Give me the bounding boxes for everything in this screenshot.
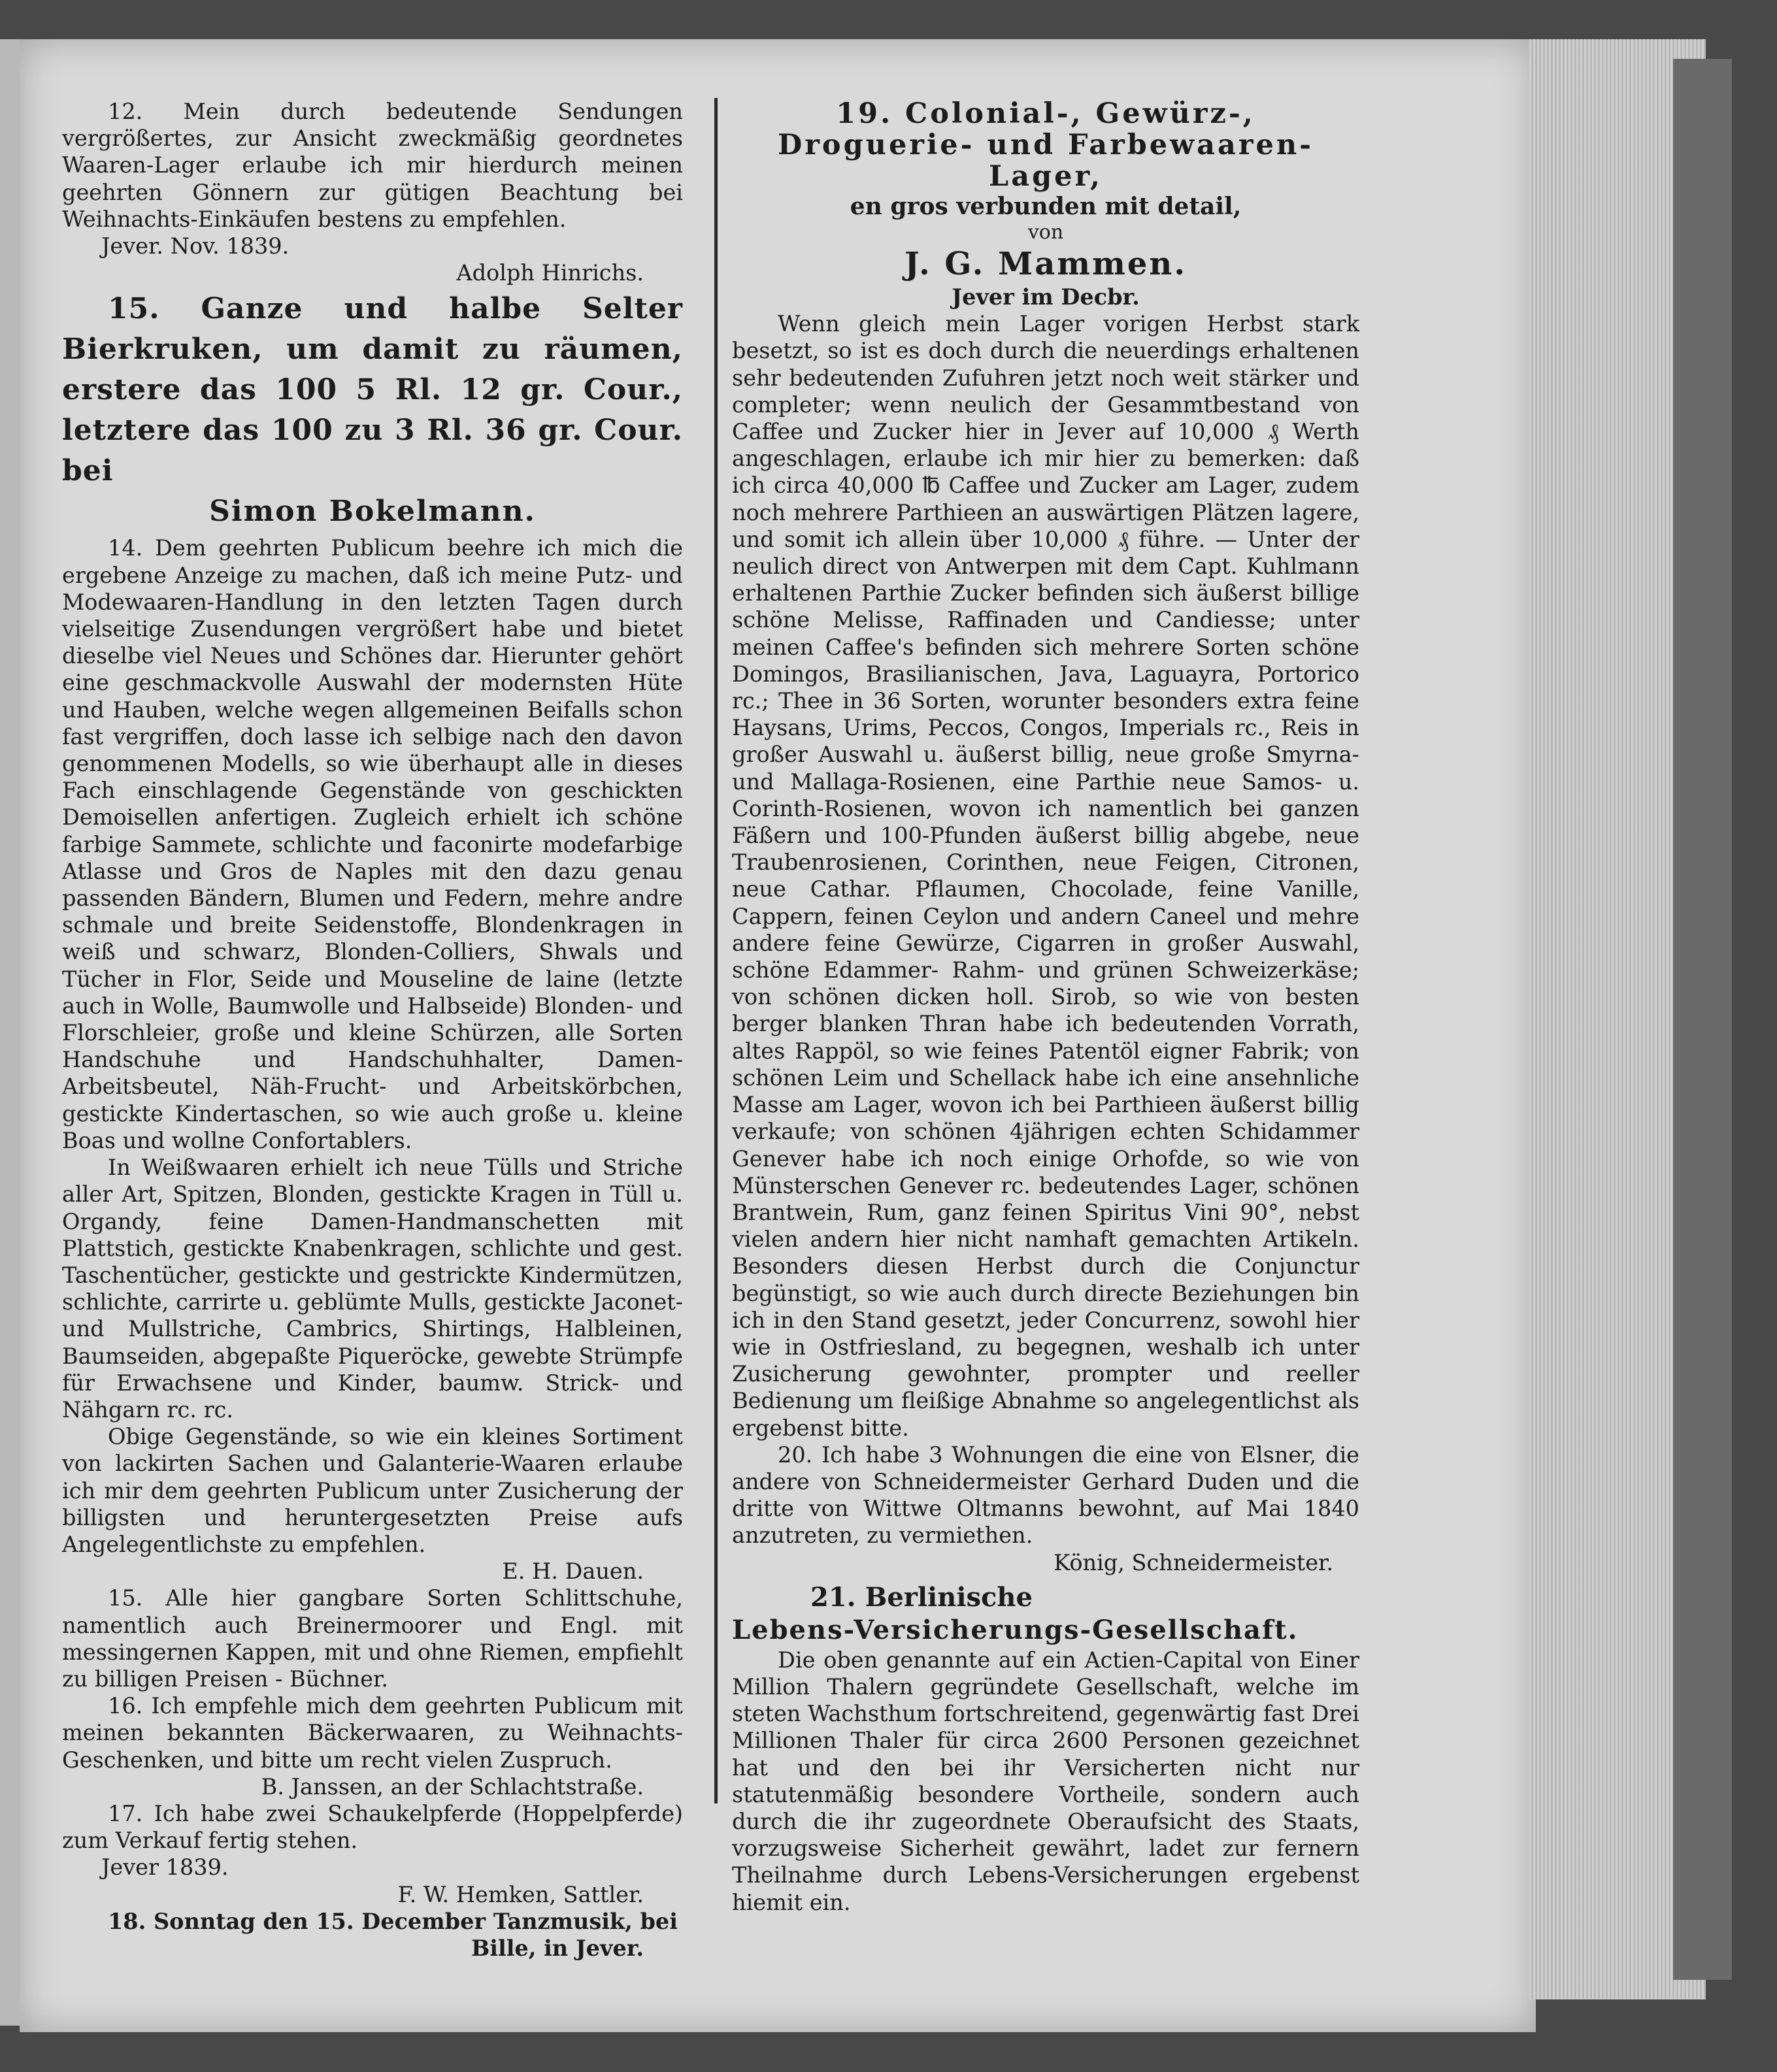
notice-18-text: 18. Sonntag den 15. December Tanzmusik, bei xyxy=(108,1908,678,1934)
left-column xyxy=(62,98,683,1962)
notice-21-company-name: Lebens-Versicherungs-Gesellschaft. xyxy=(732,1614,1299,1645)
notice-19-subheading: en gros verbunden mit detail, xyxy=(850,193,1242,220)
notice-15-selter-signature: Simon Bokelmann. xyxy=(209,495,536,529)
notice-21-heading: 21. Berlinische xyxy=(810,1581,1033,1613)
book-cover-edge xyxy=(1673,59,1732,1980)
notice-12-text: 12. Mein durch bedeutende Sendungen vergrößertes, zur Ansicht zweckmäßig geordnetes Waaren-Lager erlaube ich mir hierdurch meinen geehrten Gönnern zur gütigen Beachtung bei Weihnachts-Einkäufen bestens zu empfehlen. xyxy=(62,99,683,232)
notice-19-date: Jever im Decbr. xyxy=(952,284,1140,310)
notice-17-date: Jever 1839. xyxy=(101,1854,229,1881)
notice-19-text: Wenn gleich mein Lager vorigen Herbst stark besetzt, so ist es doch durch die neuerdings erhaltenen sehr bedeutenden Zufuhren jetzt noch weit stärker und completer; wenn neulich der Gesammtbestand von Caffee und Zucker hier in Jever auf 10,000 ₰ Werth angeschlagen, erlaube ich mir hier zu bemerken: daß ich circa 40,000 ℔ Caffee und Zucker am Lager, zudem noch mehrere Parthieen an auswärtigen Plätzen lagere, und somit ich allein über 10,000 ₰ führe. — Unter der neulich direct von Antwerpen mit dem Capt. Kuhlmann erhaltenen Parthie Zucker befinden sich äußerst billige schöne Melisse, Raffinaden und Candiesse; unter meinen Caffee's befinden sich mehrere Sorten schöne Domingos, Brasilianischen, Java, Laguayra, Portorico rc.; Thee in 36 Sorten, worunter besonders extra feine Haysans, Urims, Peccos, Congos, Imperials rc., Reis in großer Auswahl u. äußerst billig, neue große Smyrna- und Mallaga-Rosienen, eine Parthie neue Samos- u. Corinth-Rosienen, wovon ich namentlich bei ganzen Fäßern und 100-Pfunden äußerst billig abgebe, neue Traubenrosienen, Corinthen, neue Feigen, Citronen, neue Cathar. Pflaumen, Chocolade, feine Vanille, Cappern, feinen Ceylon und andern Caneel und mehre andere feine Gewürze, Cigarren in großer Auswahl, schöne Edammer- Rahm- und grünen Schweizerkäse; von schönen dicken holl. Sirob, so wie von besten berger blanken Thran habe ich bedeutenden Vorrath, altes Rappöl, so wie feines Patentöl eigner Fabrik; von schönen Leim und Schellack habe ich eine ansehnliche Masse am Lager, wovon ich bei Parthieen äußerst billig verkaufe; von schönen 4jährigen echten Schidammer Genever habe ich noch einige Orhofde, so wie von Münsterschen Genever rc. bedeutendes Lager, schönen Brantwein, Rum, ganz feinen Spiritus Vini 90°, nebst vielen andern hier nicht namhaft gemachten Artikeln. Besonders diesen Herbst durch die Conjunctur begünstigt, so wie auch durch directe Beziehungen bin ich in den Stand gesetzt, jeder Concurrenz, sowohl hier wie in Ostfriesland, zu begegnen, weshalb ich unter Zusicherung gewohnter, prompter und reeller Bedienung um fleißige Abnahme so angelegentlichst als ergebenst bitte. xyxy=(732,311,1359,1441)
notice-12-signature: Adolph Hinrichs. xyxy=(456,260,644,286)
notice-14-signature: E. H. Dauen. xyxy=(502,1558,644,1585)
notice-14-closing: Obige Gegenstände, so wie ein kleines Sortiment von lackirten Sachen und Galanterie-Waaren erlaube ich mir dem geehrten Publicum unter Zusicherung der billigsten und heruntergesetzten Preise aufs Angelegentlichste zu empfehlen. xyxy=(62,1424,683,1557)
notice-19-von: von xyxy=(1027,221,1064,244)
notice-17-text: 17. Ich habe zwei Schaukelpferde (Hoppelpferde) zum Verkauf fertig stehen. xyxy=(62,1800,683,1854)
notice-14-text: 14. Dem geehrten Publicum beehre ich mich die ergebene Anzeige zu machen, daß ich meine Putz- und Modewaaren-Handlung in den letzten Tagen durch vielseitige Zusendungen vergrößert habe und bietet dieselbe viel Neues und Schönes dar. Hierunter gehört eine geschmackvolle Auswahl der modernsten Hüte und Hauben, welche wegen allgemeinen Beifalls schon fast vergriffen, doch lasse ich selbige nach den davon genommenen Modells, so wie überhaupt alle in dieses Fach einschlagende Gegenstände von geschickten Demoisellen anfertigen. Zugleich erhielt ich schöne farbige Sammete, schlichte und faconirte modefarbige Atlasse und Gros de Naples mit den dazu genau passenden Bändern, Blumen und Federn, mehre andre schmale und breite Seidenstoffe, Blondenkragen in weiß und schwarz, Blonden-Colliers, Shwals und Tücher in Flor, Seide und Mouseline de laine (letzte auch in Wolle, Baumwolle und Halbseide) Blonden- und Florschleier, große und kleine Schürzen, alle Sorten Handschuhe und Handschuhhalter, Damen-Arbeitsbeutel, Näh-Frucht- und Arbeitskörbchen, gestickte Kindertaschen, so wie auch große u. kleine Boas und wollne Confortablers. xyxy=(62,535,683,1153)
notice-20-text: 20. Ich habe 3 Wohnungen die eine von Elsner, die andere von Schneidermeister Gerhard Duden und die dritte von Wittwe Oltmanns bewohnt, auf Mai 1840 anzutreten, zu vermiethen. xyxy=(732,1441,1359,1549)
notice-21-text: Die oben genannte auf ein Actien-Capital von Einer Million Thalern gegründete Gesellschaft, welche im steten Wachsthum fortschreitend, gegenwärtig fast Drei Millionen Thaler für circa 2600 Personen gezeichnet hat und den bei ihr Versicherten nicht nur statutenmäßig besondere Vortheile, sondern auch durch die ihr zugeordnete Oberaufsicht des Staats, vorzugsweise Sicherheit gewährt, ladet zur fernern Theilnahme durch Lebens-Versicherungen ergebenst hiemit ein. xyxy=(732,1647,1359,1915)
notice-15-selter-heading: 15. Ganze und halbe Selter Bierkruken, um damit zu räumen, erstere das 100 5 Rl. 12 gr. Cour., letztere das 100 zu 3 Rl. 36 gr. Cour. bei xyxy=(62,292,683,488)
notice-14-whitegoods: In Weißwaaren erhielt ich neue Tülls und Striche aller Art, Spitzen, Blonden, gestickte Kragen in Tüll u. Organdy, feine Damen-Handmanschetten mit Plattstich, gestickte Knabenkragen, schlichte und gest. Taschentücher, gestickte und gestrickte Kindermützen, schlichte, carrirte u. geblümte Mulls, gestickte Jaconet- und Mullstriche, Cambrics, Shirtings, Halbleinen, Baumseiden, abgepaßte Piqueröcke, gewebte Strümpfe für Erwachsene und Kinder, baumw. Strick- und Nähgarn rc. rc. xyxy=(62,1155,683,1422)
notice-16-text: 16. Ich empfehle mich dem geehrten Publicum mit meinen bekannten Bäckerwaaren, zu Weihnachts-Geschenken, und bitte um recht vielen Zuspruch. xyxy=(62,1693,683,1773)
notice-16-signature: B. Janssen, an der Schlachtstraße. xyxy=(261,1773,644,1800)
notice-20-signature: König, Schneidermeister. xyxy=(1054,1549,1333,1575)
notice-12-date: Jever. Nov. 1839. xyxy=(101,233,290,259)
notice-18-signature: Bille, in Jever. xyxy=(471,1935,644,1961)
previous-page-edge xyxy=(0,39,22,2026)
notice-15-skates-text: 15. Alle hier gangbare Sorten Schlittschuhe, namentlich auch Breinermoorer und Engl. mit messingernen Kappen, mit und ohne Riemen, empfiehlt zu billigen Preisen - Büchner. xyxy=(62,1585,683,1692)
notice-17-signature: F. W. Hemken, Sattler. xyxy=(397,1881,644,1907)
column-divider xyxy=(714,98,718,1803)
notice-19-heading: 19. Colonial-, Gewürz-, Droguerie- und Farbewaaren-Lager, xyxy=(777,97,1314,193)
right-column xyxy=(732,98,1359,1916)
notice-19-merchant-name: J. G. Mammen. xyxy=(904,246,1187,282)
